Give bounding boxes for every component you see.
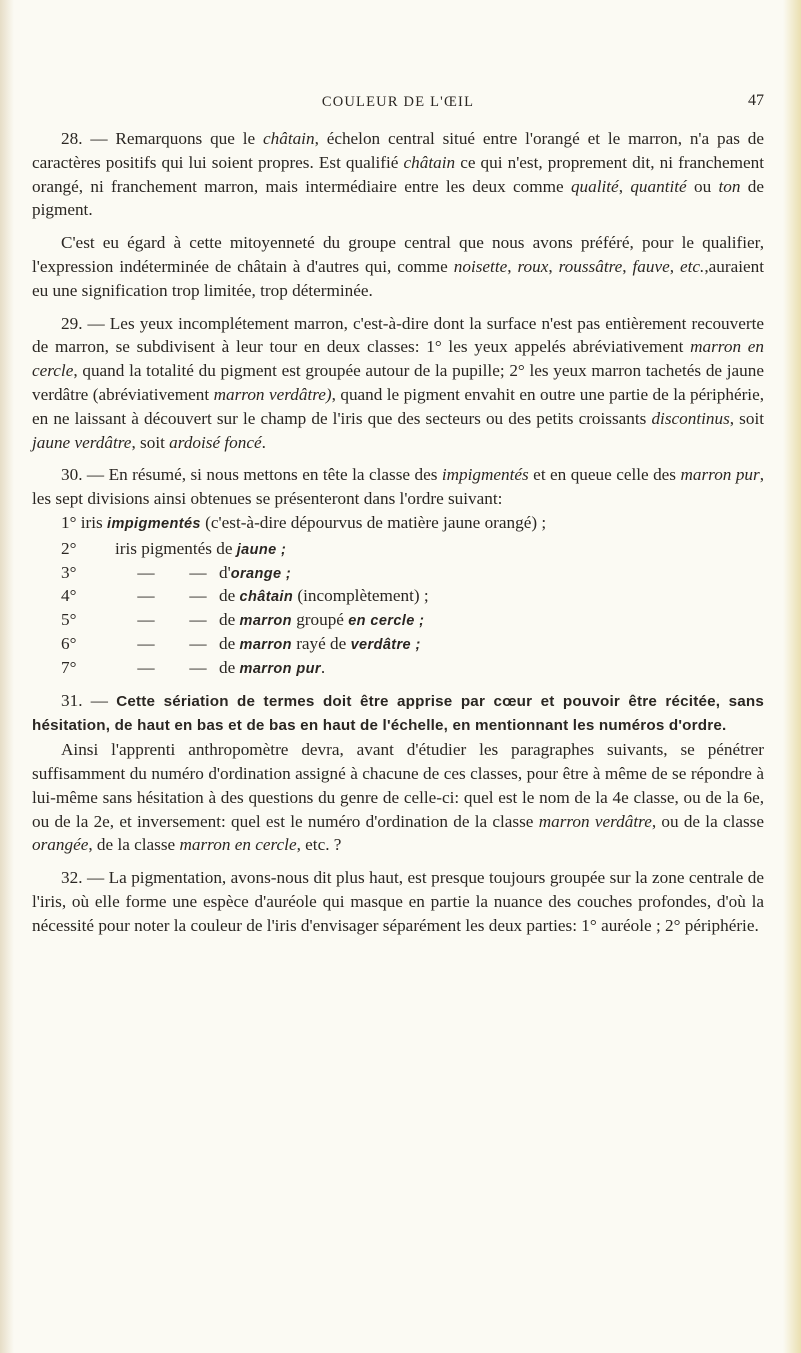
body-text bbox=[32, 127, 764, 947]
list-item: 5° — — de marron groupé en cercle ; bbox=[61, 610, 425, 630]
page-number: 47 bbox=[748, 92, 764, 109]
page-edge-left bbox=[0, 0, 14, 1353]
paragraph-28b: C'est eu égard à cette mitoyenneté du groupe central que nous avons préféré, pour le qualifier, l'expression indéterminée de châtain à d'autres qui, comme noisette, roux, roussâtre, fauve, etc.,auraient eu une signification trop limitée, trop déterminée. bbox=[32, 233, 765, 300]
page-header bbox=[32, 94, 764, 116]
list-item: 2° iris pigmentés de jaune ; bbox=[61, 538, 287, 558]
page-edge-right bbox=[783, 0, 801, 1353]
paragraph-31b: Ainsi l'apprenti anthropomètre devra, avant d'étudier les paragraphes suivants, se pénétrer suffisamment du numéro d'ordination assigné à chacune de ces classes, pour être à même de se répondre à lui-même sans hésitation à des questions du genre de celle-ci: quel est le nom de la 4e classe, ou de la 6e, ou de la 2e, et inversement: quel est le numéro d'ordination de la classe marron verdâtre, ou de la classe orangée, de la classe marron en cercle, etc. ? bbox=[32, 740, 764, 855]
list-item: 7° — — de marron pur. bbox=[61, 657, 326, 677]
paragraph-30: 30. — En résumé, si nous mettons en tête la classe des impigmentés et en queue celle des marron pur, les sept divisions ainsi obtenues se présenteront dans l'ordre suivant: bbox=[32, 465, 765, 509]
list-item: 1° iris impigmentés (c'est-à-dire dépourvus de matière jaune orangé) ; bbox=[61, 512, 547, 532]
paragraph-28: 28. — Remarquons que le châtain, échelon central situé entre l'orangé et le marron, n'a pas de caractères positifs qui lui soient propres. Est qualifié châtain ce qui n'est, proprement dit, ni franchement orangé, ni franchement marron, mais intermédiaire entre les deux comme qualité, quantité ou ton de pigment. bbox=[32, 129, 764, 220]
list-item: 6° — — de marron rayé de verdâtre ; bbox=[61, 633, 421, 653]
paragraph-32: 32. — La pigmentation, avons-nous dit plus haut, est presque toujours groupée sur la zone centrale de l'iris, où elle forme une espèce d'auréole qui masque en partie la nuance des couches profondes, d'où la nécessité pour noter la couleur de l'iris d'envisager séparément les deux parties: 1° auréole ; 2° périphérie. bbox=[32, 868, 764, 935]
list-item: 3° — — d'orange ; bbox=[61, 562, 292, 582]
paragraph-29: 29. — Les yeux incomplétement marron, c'est-à-dire dont la surface n'est pas entièrement recouverte de marron, se subdivisent à leur tour en deux classes: 1° les yeux appelés abréviativement marron en cercle, quand la totalité du pigment est groupée autour de la pupille; 2° les yeux marron tachetés de jaune verdâtre (abréviativement marron verdâtre), quand le pigment envahit en outre une partie de la périphérie, en ne laissant à découvert sur le champ de l'iris que des secteurs ou des petits croissants discontinus, soit jaune verdâtre, soit ardoisé foncé. bbox=[32, 313, 764, 452]
list-item: 4° — — de châtain (incomplètement) ; bbox=[61, 586, 429, 606]
classification-list bbox=[32, 511, 764, 680]
paragraph-31: 31. — Cette sériation de termes doit être apprise par cœur et pouvoir être récitée, sans hésitation, de haut en bas et de bas en haut de l'échelle, en mentionnant les numéros d'ordre. bbox=[32, 690, 765, 735]
running-head: COULEUR DE L'ŒIL bbox=[321, 94, 475, 110]
